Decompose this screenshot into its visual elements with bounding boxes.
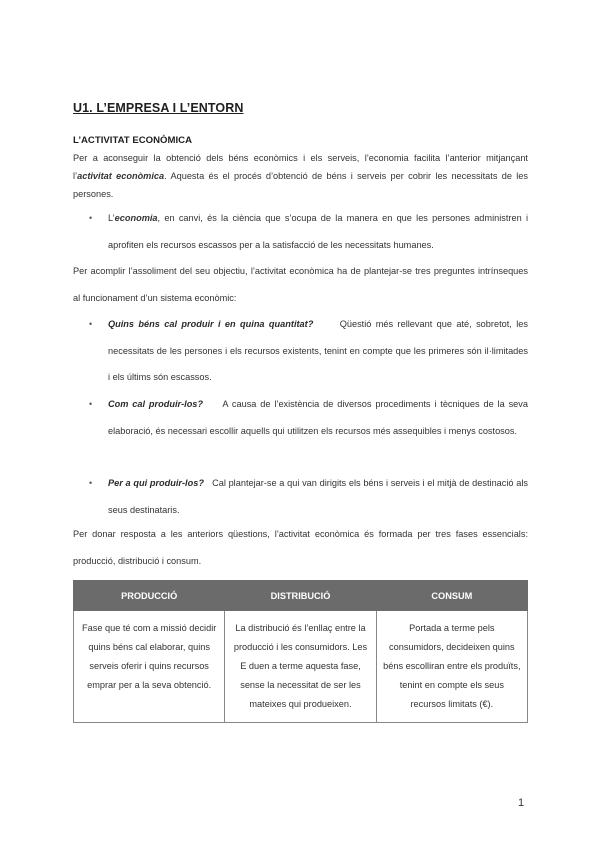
bullet-dot-icon: • [89, 478, 93, 488]
bullet-economia [89, 205, 528, 258]
question-answer: Cal plantejar-se a qui van dirigits els béns i serveis i el mitjà de destinació als seus destinataris. [108, 478, 528, 515]
intro-emphasis: activitat econòmica [77, 171, 165, 181]
intro-text-after: . Aquesta és el procés d’obtenció de béns i serveis per cobrir les necessitats de les persones. [73, 171, 528, 199]
question-answer: A causa de l’existència de diversos procediments i tècniques de la seva elaboració, és necessari escollir aquells qui utilitzen els recursos més assequibles i menys costosos. [108, 399, 528, 436]
objective-paragraph: Per acomplir l’assoliment del seu objectiu, l’activitat econòmica ha de plantejar-se tres preguntes intrínseques al funcionament d’un sistema econòmic: [73, 266, 528, 303]
cell-produccio: Fase que té com a missió decidir quins béns cal elaborar, quins serveis oferir i quins recursos emprar per a la seva obtenció. [74, 611, 225, 723]
header-consum: CONSUM [376, 581, 527, 611]
cell-consum: Portada a terme pels consumidors, decideixen quins béns escolliran entre els produïts, tenint en compte els seus recursos limitats (€). [376, 611, 527, 723]
intro-text-before: Per a aconseguir la obtenció dels béns econòmics i els serveis, l’economia facilita l’anterior mitjançant l’ [73, 153, 528, 181]
bullet-dot-icon: • [89, 319, 93, 329]
question-item [89, 470, 528, 523]
bullet-dot-icon: • [89, 399, 93, 409]
page-title: U1. L’EMPRESA I L’ENTORN [73, 101, 244, 115]
question-text: Quins béns cal produir i en quina quantitat? [108, 319, 314, 329]
phases-paragraph: Per donar resposta a les anteriors qüestions, l’activitat econòmica és formada per tres fases essencials: producció, distribució i consum. [73, 529, 528, 566]
table-row [74, 611, 528, 723]
question-text: Com cal produir-los? [108, 399, 204, 409]
cell-distribucio: La distribució és l’enllaç entre la producció i les consumidors. Les E duen a terme aquesta fase, sense la necessitat de ser les mateixes qui produeixen. [225, 611, 376, 723]
header-produccio: PRODUCCIÓ [74, 581, 225, 611]
bullet-dot-icon: • [89, 213, 93, 223]
economia-text-after: , en canvi, és la ciència que s’ocupa de la manera en que les persones administren i aprofiten els recursos escassos per a la satisfacció de les necessitats humanes. [108, 213, 528, 250]
phases-table [73, 580, 528, 723]
section-heading: L’ACTIVITAT ECONÒMICA [73, 135, 193, 146]
question-item [89, 391, 528, 444]
economia-emphasis: economia [114, 213, 158, 223]
header-distribucio: DISTRIBUCIÓ [225, 581, 376, 611]
economia-text-before: L’ [108, 213, 115, 223]
question-answer: Qüestió més rellevant que até, sobretot, les necessitats de les persones i els recursos existents, tenint en compte que les primeres són il·limitades i els últims són escassos. [108, 319, 528, 382]
question-item [89, 311, 528, 391]
table-header-row [74, 581, 528, 611]
question-text: Per a qui produir-los? [108, 478, 204, 488]
page-number: 1 [518, 797, 525, 809]
intro-paragraph [73, 149, 528, 203]
